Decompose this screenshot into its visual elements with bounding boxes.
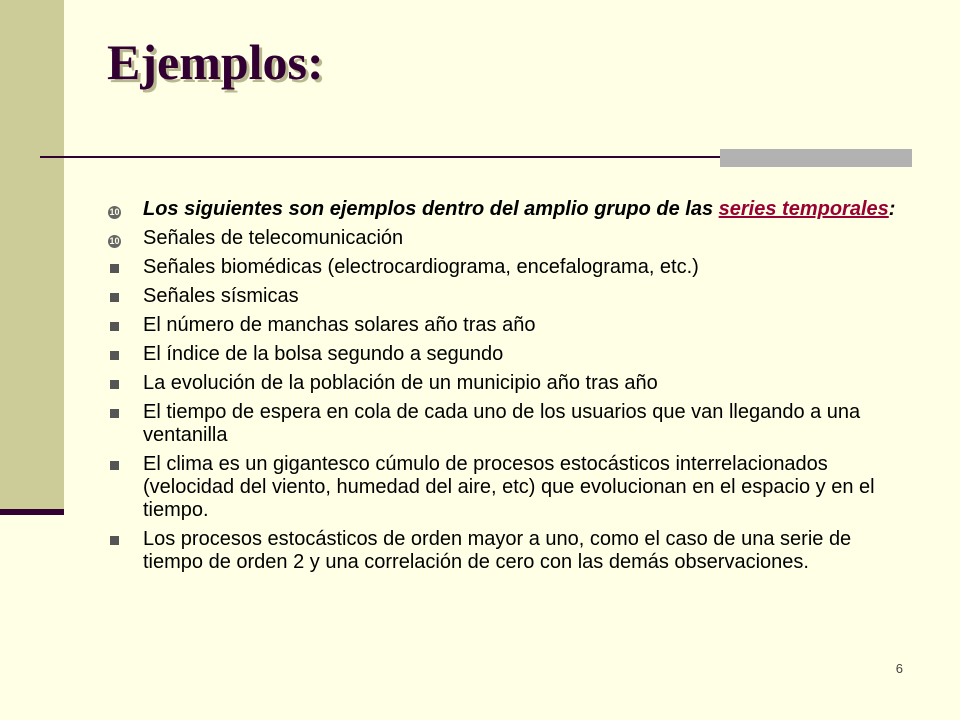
bullet-text: Señales sísmicas (143, 285, 299, 307)
bullet-text: Los procesos estocásticos de orden mayor a uno, como el caso de una serie de tiempo de orden 2 y una correlación de cero con las demás observaciones. (143, 528, 852, 573)
square-bullet-icon (108, 453, 128, 476)
bullet-list (108, 198, 908, 580)
bullet-item (108, 453, 908, 522)
square-bullet-icon (108, 343, 128, 366)
bullet-item (108, 343, 908, 366)
circled-number-icon: 10 (109, 236, 120, 246)
title-divider-block (720, 149, 912, 167)
series-temporales-link[interactable]: series temporales (718, 198, 889, 220)
square-bullet-icon (108, 372, 128, 395)
bullet-item (108, 227, 908, 250)
circled-number-icon: 10 (109, 207, 120, 217)
bullet-item (108, 314, 908, 337)
bullet-text: Señales de telecomunicación (143, 227, 404, 249)
bullet-text: El clima es un gigantesco cúmulo de procesos estocásticos interrelacionados (velocidad del viento, humedad del aire, etc) que evolucionan en el espacio y en el tiempo. (143, 453, 875, 521)
bullet-item (108, 256, 908, 279)
bullet-item (108, 285, 908, 308)
bullet-item (108, 372, 908, 395)
bullet-text: El número de manchas solares año tras año (143, 314, 536, 336)
bullet-text: El índice de la bolsa segundo a segundo (143, 343, 504, 365)
slide-title: Ejemplos: (107, 34, 324, 90)
square-bullet-icon (108, 314, 128, 337)
side-bar-decoration (0, 0, 64, 511)
bullet-item (108, 528, 908, 574)
side-bar-accent-line (0, 509, 64, 515)
square-bullet-icon (108, 256, 128, 279)
square-bullet-icon (108, 285, 128, 308)
bullet-text: La evolución de la población de un municipio año tras año (143, 372, 658, 394)
square-bullet-icon (108, 528, 128, 551)
bullet-item (108, 401, 908, 447)
bullet-item-intro (108, 198, 908, 221)
square-bullet-icon (108, 401, 128, 424)
bullet-text: Señales biomédicas (electrocardiograma, encefalograma, etc.) (143, 256, 699, 278)
page-number: 6 (895, 661, 903, 676)
bullet-text-intro: Los siguientes son ejemplos dentro del amplio grupo de las (143, 198, 719, 220)
bullet-text-intro-end: : (888, 198, 896, 220)
bullet-text: El tiempo de espera en cola de cada uno de los usuarios que van llegando a una ventanilla (143, 401, 861, 446)
